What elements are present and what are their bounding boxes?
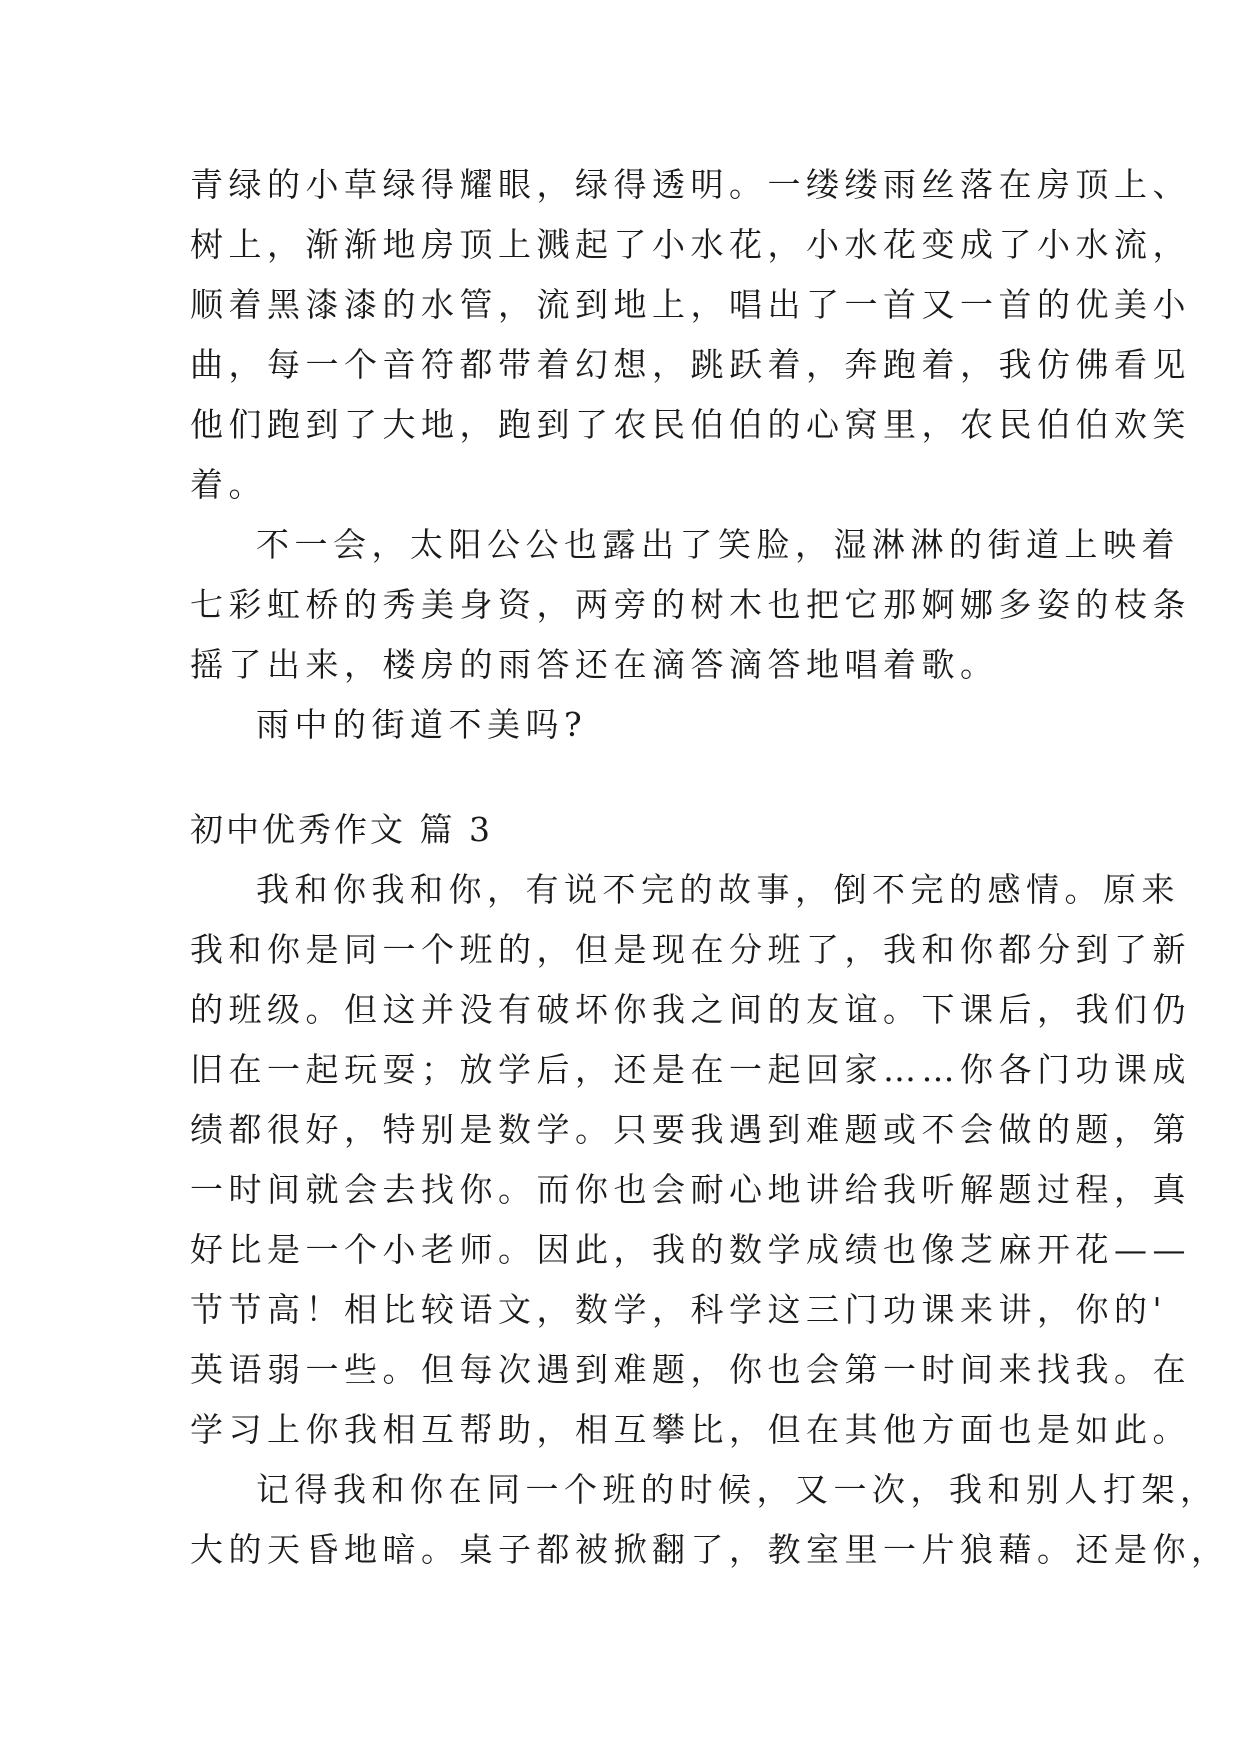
paragraph-line: 我和你是同一个班的，但是现在分班了，我和你都分到了新 — [190, 930, 1191, 969]
paragraph-line: 着。 — [190, 465, 267, 504]
paragraph-line: 七彩虹桥的秀美身资，两旁的树木也把它那婀娜多姿的枝条 — [190, 585, 1191, 624]
paragraph-line: 摇了出来，楼房的雨答还在滴答滴答地唱着歌。 — [190, 645, 999, 684]
paragraph-line: 曲，每一个音符都带着幻想，跳跃着，奔跑着，我仿佛看见 — [190, 345, 1191, 384]
paragraph-line: 绩都很好，特别是数学。只要我遇到难题或不会做的题，第 — [190, 1110, 1191, 1149]
paragraph-line: 好比是一个小老师。因此，我的数学成绩也像芝麻开花—— — [190, 1230, 1191, 1269]
paragraph-line: 树上，渐渐地房顶上溅起了小水花，小水花变成了小水流， — [190, 225, 1191, 264]
paragraph-line: 记得我和你在同一个班的时候，又一次，我和别人打架， — [256, 1470, 1219, 1509]
paragraph-line: 顺着黑漆漆的水管，流到地上，唱出了一首又一首的优美小 — [190, 285, 1191, 324]
paragraph-line: 不一会，太阳公公也露出了笑脸，湿淋淋的街道上映着 — [256, 525, 1180, 564]
paragraph-line: 我和你我和你，有说不完的故事，倒不完的感情。原来 — [256, 870, 1180, 909]
paragraph-line: 青绿的小草绿得耀眼，绿得透明。一缕缕雨丝落在房顶上、 — [190, 165, 1191, 204]
paragraph-line: 学习上你我相互帮助，相互攀比，但在其他方面也是如此。 — [190, 1410, 1191, 1449]
paragraph-line: 雨中的街道不美吗? — [256, 705, 588, 744]
paragraph-line: 一时间就会去找你。而你也会耐心地讲给我听解题过程，真 — [190, 1170, 1191, 1209]
paragraph-line: 节节高！相比较语文，数学，科学这三门功课来讲，你的' — [190, 1290, 1168, 1329]
paragraph-line: 的班级。但这并没有破坏你我之间的友谊。下课后，我们仍 — [190, 990, 1191, 1029]
paragraph-line: 英语弱一些。但每次遇到难题，你也会第一时间来找我。在 — [190, 1350, 1191, 1389]
paragraph-line: 他们跑到了大地，跑到了农民伯伯的心窝里，农民伯伯欢笑 — [190, 405, 1191, 444]
paragraph-line: 大的天昏地暗。桌子都被掀翻了，教室里一片狼藉。还是你， — [190, 1530, 1230, 1569]
section-heading: 初中优秀作文 篇 3 — [190, 810, 493, 849]
paragraph-line: 旧在一起玩耍；放学后，还是在一起回家……你各门功课成 — [190, 1050, 1191, 1089]
